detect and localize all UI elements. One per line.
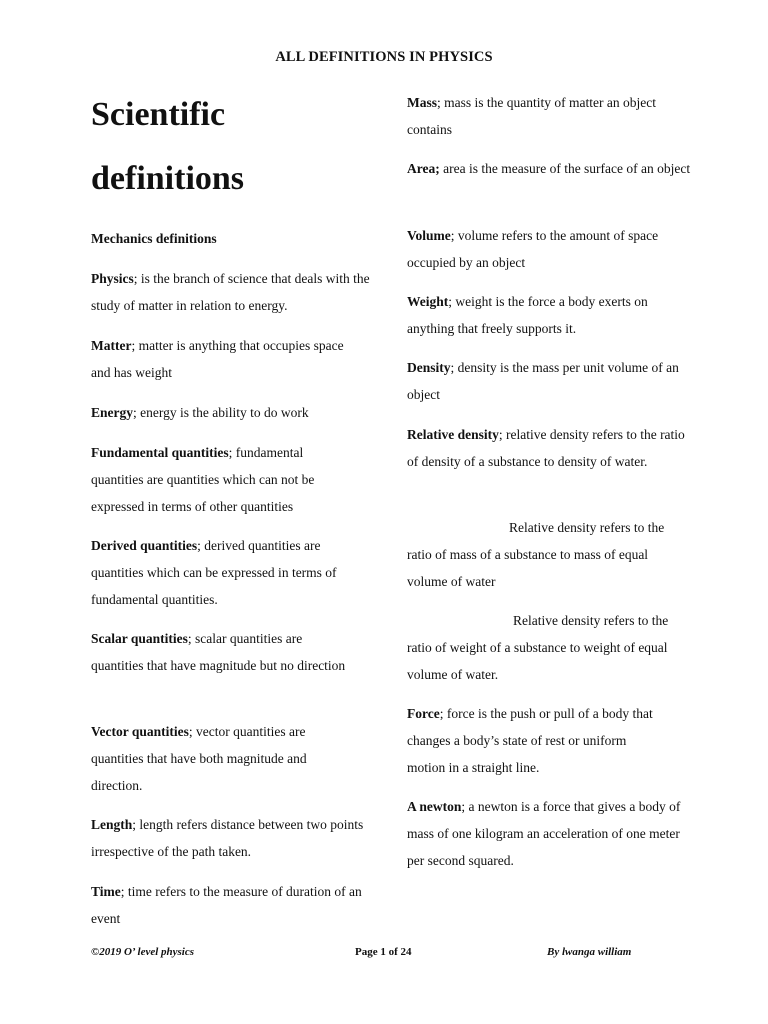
definition-text: ; energy is the ability to do work (133, 405, 309, 420)
definition-relative-density (407, 421, 687, 475)
definition-text: ; length refers distance between two points irrespective of the path taken. (91, 817, 364, 859)
definition-text: ; mass is the quantity of matter an object contains (407, 95, 656, 137)
definition-text: ; derived quantities are quantities which can be expressed in terms of fundamental quantities. (91, 538, 337, 607)
definition-volume (407, 222, 677, 276)
definition-fundamental-quantities (91, 439, 353, 520)
definition-term: Volume (407, 228, 451, 243)
definition-relative-density-mass (407, 514, 687, 595)
definition-derived-quantities (91, 532, 361, 613)
definition-text: ; force is the push or pull of a body that changes a body’s state of rest or uniform motion in a straight line. (407, 706, 653, 775)
definition-term: A newton (407, 799, 462, 814)
definition-text: area is the measure of the surface of an object (439, 161, 691, 176)
definition-term: Physics (91, 271, 134, 286)
definition-term: Relative density (407, 427, 499, 442)
definition-text: ; weight is the force a body exerts on anything that freely supports it. (407, 294, 648, 336)
definition-term: Matter (91, 338, 132, 353)
definition-text: Relative density refers to the ratio of mass of a substance to mass of equal volume of water (407, 520, 665, 589)
definition-term: Scalar quantities (91, 631, 188, 646)
definition-term: Density (407, 360, 451, 375)
definition-term: Energy (91, 405, 133, 420)
definition-term: Time (91, 884, 121, 899)
definition-length (91, 811, 367, 865)
definition-weight (407, 288, 692, 342)
definition-text: ; density is the mass per unit volume of an object (407, 360, 679, 402)
definition-term: Fundamental quantities (91, 445, 229, 460)
definition-time (91, 878, 373, 932)
definition-scalar-quantities (91, 625, 351, 679)
footer-copyright: ©2019 O’ level physics (91, 946, 195, 958)
definition-term: Force (407, 706, 440, 721)
footer-page-number: Page 1 of 24 (355, 946, 412, 958)
definition-text: ; vector quantities are quantities that have both magnitude and direction. (91, 724, 307, 793)
definition-energy (91, 399, 373, 426)
main-title-line1: Scientific (91, 96, 226, 133)
footer-author: By lwanga william (547, 946, 632, 958)
definition-mass (407, 89, 672, 143)
definition-newton (407, 793, 692, 874)
definition-term: Mass (407, 95, 437, 110)
definition-force (407, 700, 667, 781)
definition-text: ; relative density refers to the ratio of density of a substance to density of water. (407, 427, 685, 469)
page-header-title: ALL DEFINITIONS IN PHYSICS (275, 49, 493, 65)
definition-term: Vector quantities (91, 724, 189, 739)
definition-text: ; matter is anything that occupies space and has weight (91, 338, 344, 380)
definition-text: ; a newton is a force that gives a body of mass of one kilogram an acceleration of one meter per second squared. (407, 799, 681, 868)
definition-text: Relative density refers to the ratio of weight of a substance to weight of equal volume of water. (407, 613, 669, 682)
definition-density (407, 354, 692, 408)
definition-text: ; volume refers to the amount of space occupied by an object (407, 228, 659, 270)
main-title-line2: definitions (91, 160, 245, 197)
definition-vector-quantities (91, 718, 353, 799)
definition-matter (91, 332, 351, 386)
definition-term: Weight (407, 294, 449, 309)
definition-text: ; time refers to the measure of duration of an event (91, 884, 362, 926)
definition-area (407, 155, 692, 182)
definition-physics (91, 265, 373, 319)
definition-text: ; is the branch of science that deals with the study of matter in relation to energy. (91, 271, 370, 313)
section-heading: Mechanics definitions (91, 231, 217, 246)
definition-term: Area; (407, 161, 440, 176)
definition-relative-density-weight (407, 607, 687, 688)
definition-text: ; fundamental quantities are quantities which can not be expressed in terms of other quantities (91, 445, 315, 514)
definition-text: ; scalar quantities are quantities that have magnitude but no direction (91, 631, 346, 673)
definition-term: Length (91, 817, 133, 832)
definition-term: Derived quantities (91, 538, 198, 553)
